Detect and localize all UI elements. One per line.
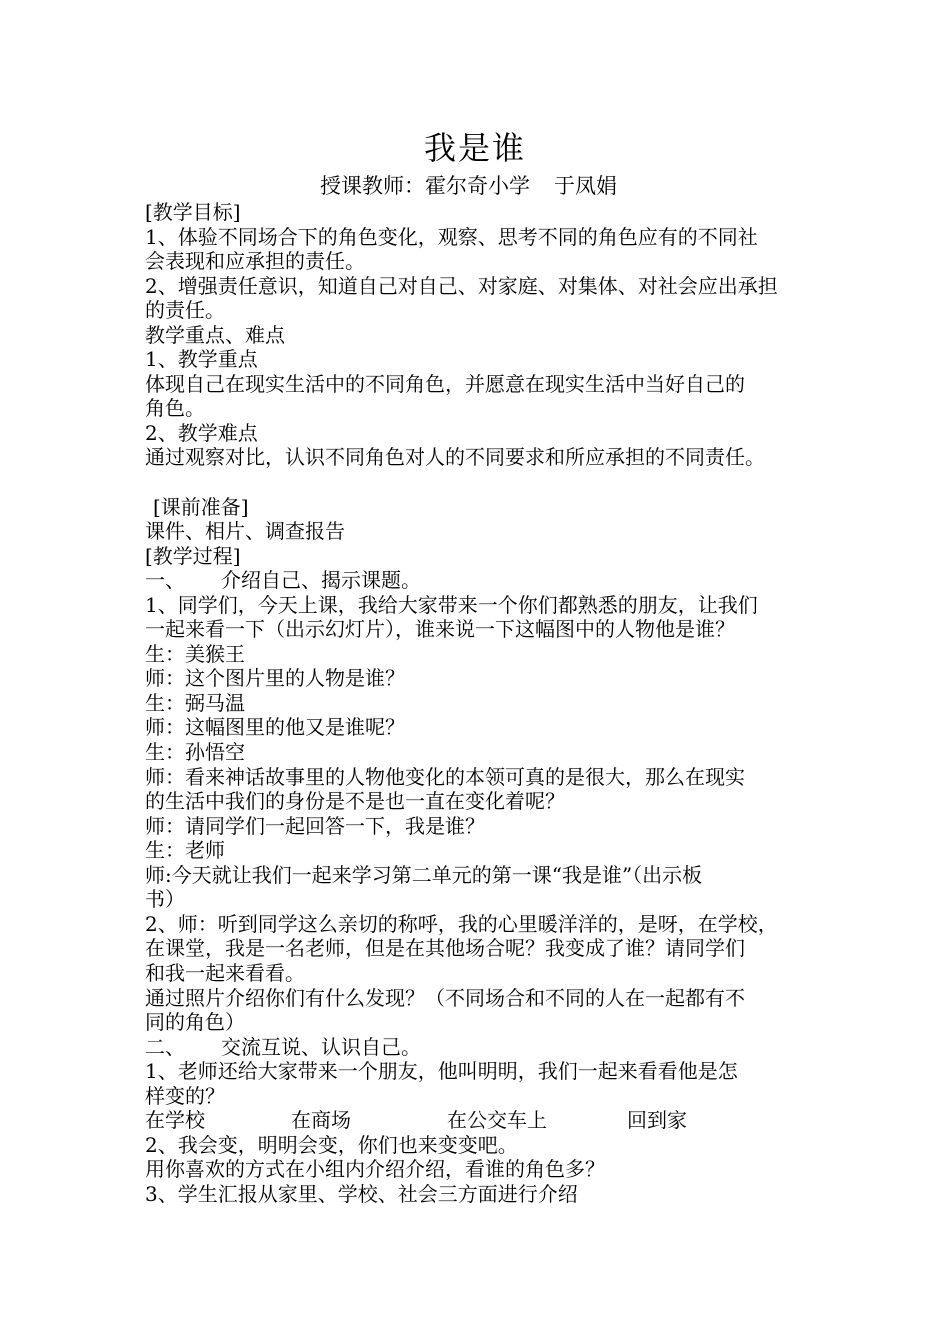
teacher-line (320, 172, 617, 200)
dialogue-line: 师：请同学们一起回答一下，我是谁？ (145, 813, 485, 838)
document-body (145, 200, 830, 1206)
paragraph-line: 1、体验不同场合下的角色变化，观察、思考不同的角色应有的不同社 (145, 224, 758, 249)
paragraph-line: 在课堂，我是一名老师，但是在其他场合呢？我变成了谁？请同学们 (145, 936, 745, 961)
paragraph-line: 样变的？ (145, 1083, 225, 1108)
teacher-name: 于凤娟 (554, 174, 617, 198)
dialogue-line: 师：这幅图里的他又是谁呢？ (145, 715, 405, 740)
dialogue-line: 师：看来神话故事里的人物他变化的本领可真的是很大，那么在现实 (145, 764, 745, 789)
paragraph-line: 同的角色） (145, 1010, 245, 1035)
place-school: 在学校 (145, 1108, 205, 1133)
paragraph-line: 1、老师还给大家带来一个朋友，他叫明明，我们一起来看看他是怎 (145, 1059, 738, 1084)
paragraph-line: 2、我会变，明明会变，你们也来变变吧。 (145, 1132, 518, 1157)
dialogue-line: 师：这个图片里的人物是谁？ (145, 666, 405, 691)
section-number: 二、 (145, 1034, 185, 1059)
paragraph-line: 一起来看一下（出示幻灯片），谁来说一下这幅图中的人物他是谁？ (145, 617, 735, 642)
paragraph-line: 角色。 (145, 396, 205, 421)
paragraph-line: 通过观察对比，认识不同角色对人的不同要求和所应承担的不同责任。 (145, 445, 765, 470)
dialogue-line: 书） (145, 887, 185, 912)
paragraph-line: 2、师：听到同学这么亲切的称呼，我的心里暖洋洋的，是呀，在学校， (145, 911, 778, 936)
blank-line (145, 470, 830, 495)
paragraph-line: 和我一起来看看。 (145, 960, 305, 985)
section-two-heading (145, 1035, 830, 1060)
paragraph-line: 的责任。 (145, 298, 225, 323)
paragraph-line: 会表现和应承担的责任。 (145, 249, 365, 274)
paragraph-line: 1、同学们，今天上课，我给大家带来一个你们都熟悉的朋友，让我们 (145, 592, 758, 617)
section-one-heading (145, 568, 830, 593)
paragraph-line: 通过照片介绍你们有什么发现？（不同场合和不同的人在一起都有不 (145, 985, 745, 1010)
key-points-heading: 教学重点、难点 (145, 322, 285, 347)
place-mall: 在商场 (291, 1108, 351, 1133)
section-title: 交流互说、认识自己。 (221, 1034, 421, 1059)
document-title: 我是谁 (423, 129, 526, 167)
dialogue-line: 师:今天就让我们一起来学习第二单元的第一课“我是谁”（出示板 (145, 862, 703, 887)
dialogue-line: 的生活中我们的身份是不是也一直在变化着呢？ (145, 789, 565, 814)
goals-heading: [教学目标] (145, 200, 241, 224)
paragraph-line: 用你喜欢的方式在小组内介绍介绍，看谁的角色多？ (145, 1157, 605, 1182)
section-title: 介绍自己、揭示课题。 (221, 568, 421, 593)
dialogue-line: 生：弼马温 (145, 690, 245, 715)
key2-heading: 2、教学难点 (145, 420, 258, 445)
prep-items: 课件、相片、调查报告 (145, 519, 345, 544)
teacher-label: 授课教师：霍尔奇小学 (320, 174, 530, 198)
dialogue-line: 生：美猴王 (145, 641, 245, 666)
places-row (145, 1108, 830, 1133)
paragraph-line: 体现自己在现实生活中的不同角色，并愿意在现实生活中当好自己的 (145, 371, 745, 396)
paragraph-line: 3、学生汇报从家里、学校、社会三方面进行介绍 (145, 1181, 578, 1206)
prep-heading: [课前准备] (153, 494, 249, 519)
paragraph-line: 2、增强责任意识，知道自己对自己、对家庭、对集体、对社会应出承担 (145, 273, 778, 298)
key1-heading: 1、教学重点 (145, 347, 258, 372)
place-home: 回到家 (627, 1108, 687, 1133)
dialogue-line: 生：孙悟空 (145, 740, 245, 765)
process-heading: [教学过程] (145, 543, 241, 568)
dialogue-line: 生：老师 (145, 838, 225, 863)
place-bus: 在公交车上 (447, 1108, 547, 1133)
section-number: 一、 (145, 568, 185, 593)
